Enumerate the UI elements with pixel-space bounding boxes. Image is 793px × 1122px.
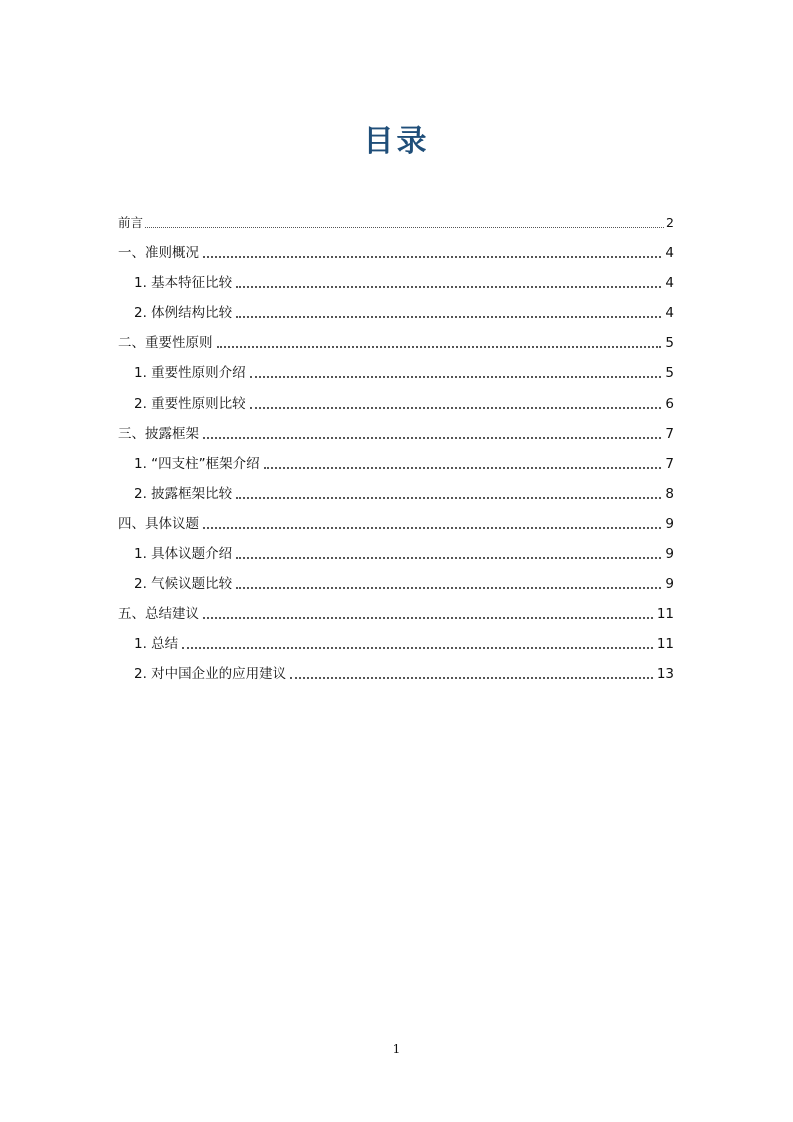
toc-entry-label: 1. 重要性原则介绍 [134, 365, 246, 382]
toc-entry-chapter[interactable] [118, 595, 674, 625]
toc-dot-leader [236, 286, 661, 288]
toc-dot-leader [236, 557, 661, 559]
page-number: 1 [392, 1042, 401, 1056]
toc-dot-leader [264, 467, 662, 469]
toc-entry-chapter[interactable] [118, 415, 674, 445]
toc-entry-page: 9 [665, 576, 674, 593]
toc-entry-page: 5 [665, 335, 674, 352]
toc-dot-leader [145, 227, 664, 228]
toc-entry-label: 2. 披露框架比较 [134, 485, 233, 502]
toc-dot-leader [290, 677, 653, 679]
toc-entry-label: 一、准则概况 [118, 245, 199, 262]
toc-entry-page: 13 [656, 666, 674, 683]
toc-dot-leader [203, 617, 653, 619]
toc-entry-label: 1. 总结 [134, 636, 179, 653]
toc-entry-label: 1. 基本特征比较 [134, 275, 233, 292]
toc-dot-leader [203, 256, 661, 258]
toc-entry-page: 11 [656, 606, 674, 623]
toc-entry-page: 2 [666, 215, 674, 230]
toc-entry-label: 1. “四支柱”框架介绍 [134, 455, 260, 472]
toc-dot-leader [203, 437, 661, 439]
toc-entry-label: 五、总结建议 [118, 606, 199, 623]
toc-entry-section[interactable] [118, 535, 674, 565]
toc-entry-page: 5 [665, 365, 674, 382]
toc-entry-page: 6 [665, 395, 674, 412]
toc-entry-label: 2. 重要性原则比较 [134, 395, 246, 412]
toc-entry-section[interactable] [118, 294, 674, 324]
toc-entry-label: 二、重要性原则 [118, 335, 213, 352]
toc-dot-leader [236, 497, 661, 499]
toc-entry-page: 4 [665, 245, 674, 262]
toc-entry-preface[interactable] [118, 203, 674, 234]
toc-dot-leader [236, 587, 661, 589]
toc-entry-section[interactable] [118, 625, 674, 655]
toc-entry-chapter[interactable] [118, 505, 674, 535]
toc-entry-page: 7 [665, 455, 674, 472]
toc-entry-page: 9 [665, 515, 674, 532]
toc-entry-page: 9 [665, 546, 674, 563]
toc-entry-label: 2. 对中国企业的应用建议 [134, 666, 287, 683]
toc-entry-page: 4 [665, 275, 674, 292]
toc-entry-section[interactable] [118, 354, 674, 384]
toc-entry-chapter[interactable] [118, 234, 674, 264]
toc-entry-section[interactable] [118, 384, 674, 414]
page-title: 目录 [363, 124, 430, 160]
toc-entry-section[interactable] [118, 475, 674, 505]
table-of-contents [118, 203, 674, 685]
toc-dot-leader [236, 316, 661, 318]
toc-dot-leader [182, 647, 653, 649]
toc-entry-label: 2. 体例结构比较 [134, 305, 233, 322]
toc-entry-label: 四、具体议题 [118, 515, 199, 532]
toc-entry-section[interactable] [118, 565, 674, 595]
toc-entry-page: 11 [656, 636, 674, 653]
toc-dot-leader [203, 527, 661, 529]
toc-entry-label: 1. 具体议题介绍 [134, 546, 233, 563]
toc-entry-page: 7 [665, 425, 674, 442]
toc-entry-section[interactable] [118, 655, 674, 685]
toc-entry-section[interactable] [118, 264, 674, 294]
toc-entry-label: 前言 [118, 215, 144, 230]
toc-dot-leader [250, 407, 662, 409]
toc-entry-section[interactable] [118, 445, 674, 475]
toc-dot-leader [217, 346, 662, 348]
toc-entry-label: 2. 气候议题比较 [134, 576, 233, 593]
toc-entry-label: 三、披露框架 [118, 425, 199, 442]
toc-entry-page: 8 [665, 485, 674, 502]
toc-dot-leader [250, 376, 662, 378]
toc-entry-page: 4 [665, 305, 674, 322]
toc-entry-chapter[interactable] [118, 324, 674, 354]
